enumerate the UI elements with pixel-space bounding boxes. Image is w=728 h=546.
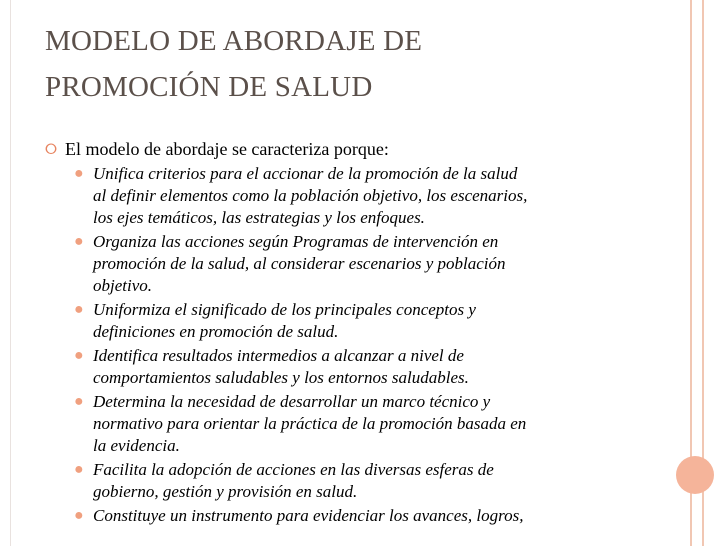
- list-item-line: Organiza las acciones según Programas de intervención en: [93, 232, 499, 251]
- list-item-line: los ejes temáticos, las estrategias y los enfoques.: [93, 208, 425, 227]
- list-item-line: normativo para orientar la práctica de la promoción basada en: [93, 414, 527, 433]
- list-item-line: Determina la necesidad de desarrollar un marco técnico y: [93, 392, 491, 411]
- list-item-line: Constituye un instrumento para evidenciar los avances, logros,: [93, 506, 524, 525]
- intro-text: El modelo de abordaje se caracteriza porque:: [65, 139, 389, 159]
- filled-dot-bullet-icon: ●: [74, 301, 84, 318]
- list-item-line: Identifica resultados intermedios a alcanzar a nivel de: [93, 346, 464, 365]
- list-item-line: al definir elementos como la población objetivo, los escenarios,: [93, 186, 528, 205]
- list-item-line: Facilita la adopción de acciones en las diversas esferas de: [93, 460, 494, 479]
- list-item-line: comportamientos saludables y los entornos saludables.: [93, 368, 469, 387]
- list-item: [45, 505, 645, 527]
- characteristics-list: [45, 163, 645, 527]
- filled-dot-bullet-icon: ●: [74, 165, 84, 182]
- list-item: [45, 299, 645, 343]
- title-line-1: MODELO DE ABORDAJE DE: [45, 25, 423, 57]
- left-divider: [10, 0, 11, 546]
- list-item: [45, 459, 645, 503]
- list-item-line: definiciones en promoción de salud.: [93, 322, 339, 341]
- list-item: [45, 231, 645, 297]
- title-line-2: PROMOCIÓN DE SALUD: [45, 71, 373, 103]
- list-item: [45, 345, 645, 389]
- list-item-line: la evidencia.: [93, 436, 180, 455]
- hollow-ring-bullet-icon: ⭘: [45, 142, 58, 158]
- filled-dot-bullet-icon: ●: [74, 393, 84, 410]
- filled-dot-bullet-icon: ●: [74, 233, 84, 250]
- intro-bullet: [45, 137, 645, 161]
- list-item-line: Uniformiza el significado de los principales conceptos y: [93, 300, 476, 319]
- list-item-line: gobierno, gestión y provisión en salud.: [93, 482, 358, 501]
- filled-dot-bullet-icon: ●: [74, 347, 84, 364]
- list-item-line: objetivo.: [93, 276, 153, 295]
- decorative-circle: [676, 456, 714, 494]
- list-item-line: promoción de la salud, al considerar escenarios y población: [93, 254, 506, 273]
- list-item: [45, 391, 645, 457]
- slide-title: [45, 18, 655, 110]
- list-item: [45, 163, 645, 229]
- filled-dot-bullet-icon: ●: [74, 461, 84, 478]
- slide-content: [45, 137, 645, 529]
- filled-dot-bullet-icon: ●: [74, 507, 84, 524]
- list-item-line: Unifica criterios para el accionar de la promoción de la salud: [93, 164, 518, 183]
